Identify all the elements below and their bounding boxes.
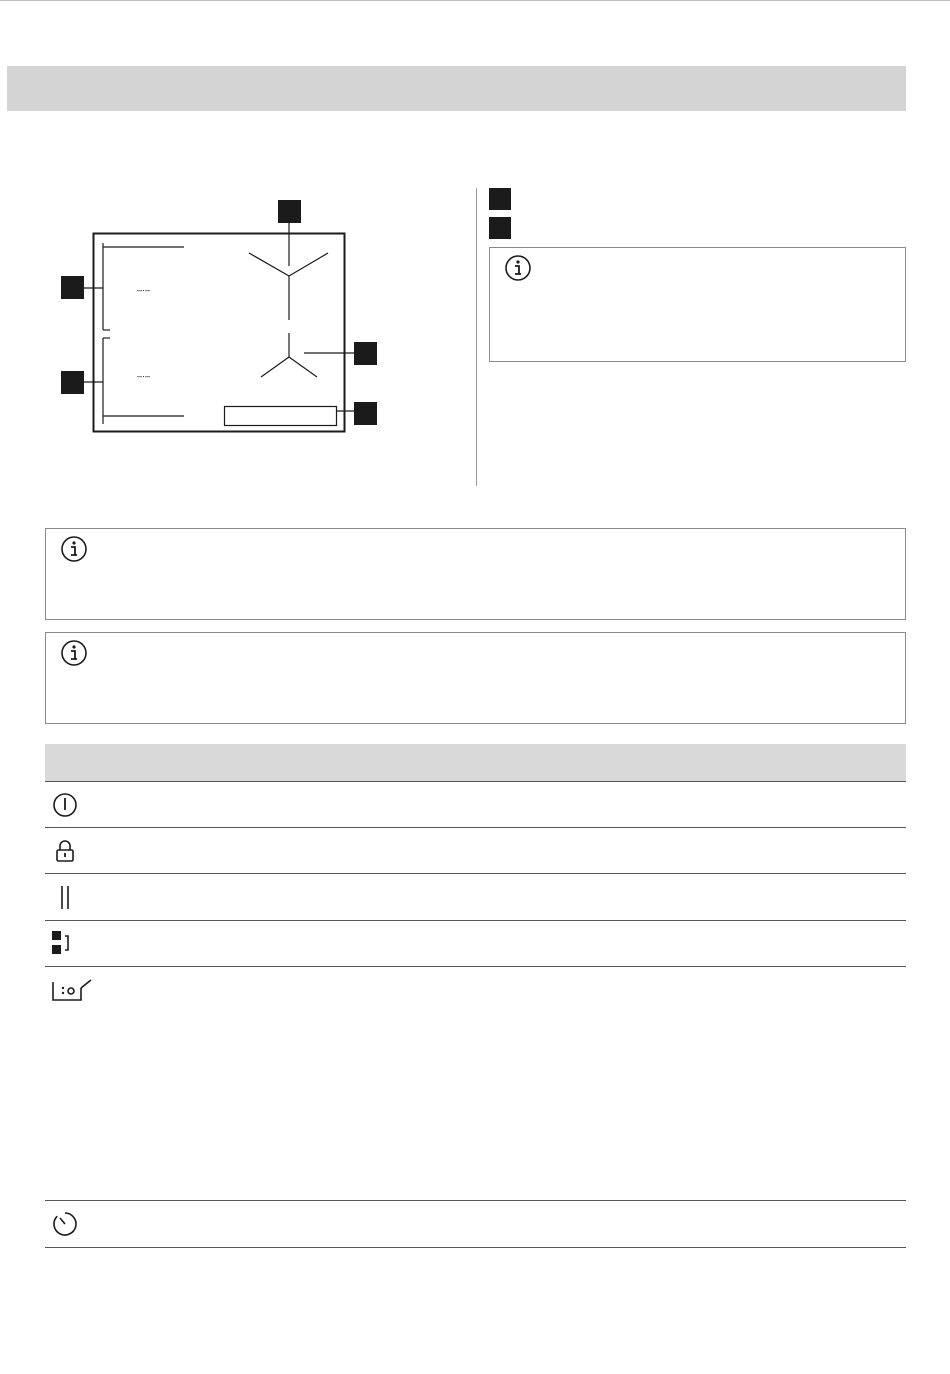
side-info-box — [489, 247, 906, 362]
note-box-2 — [45, 632, 906, 724]
left-zone-lower — [103, 338, 184, 424]
callout-square-right-mid — [354, 342, 377, 365]
column-divider — [476, 188, 477, 486]
table-row — [45, 1201, 906, 1248]
table-row — [45, 921, 906, 967]
table-row — [45, 874, 906, 921]
timer-icon — [51, 1210, 79, 1238]
table-header — [45, 744, 906, 782]
callout-square-left-lower — [61, 371, 84, 394]
legend-number — [489, 217, 511, 239]
info-icon — [504, 254, 532, 282]
zone-mark-upper: –·– — [137, 285, 151, 295]
callout-square-top — [278, 200, 301, 223]
power-icon — [51, 791, 79, 819]
note-box-1 — [45, 528, 906, 620]
callout-square-right-low — [354, 402, 377, 425]
table-row — [45, 967, 906, 1201]
table-row — [45, 828, 906, 874]
table-row — [45, 782, 906, 828]
legend-number — [489, 188, 511, 210]
control-panel-outline — [225, 407, 337, 426]
hob-outline — [94, 234, 345, 432]
info-icon — [60, 535, 88, 563]
lock-icon — [51, 837, 79, 865]
bridge-icon — [51, 930, 79, 958]
zone-mark-lower: –·– — [137, 371, 151, 381]
pause-icon — [51, 883, 79, 911]
pot-sensor-icon — [51, 976, 95, 1004]
callout-square-left-upper — [61, 276, 84, 299]
symbol-table — [45, 744, 906, 1248]
info-icon — [60, 639, 88, 667]
right-zone-lower — [261, 333, 317, 377]
